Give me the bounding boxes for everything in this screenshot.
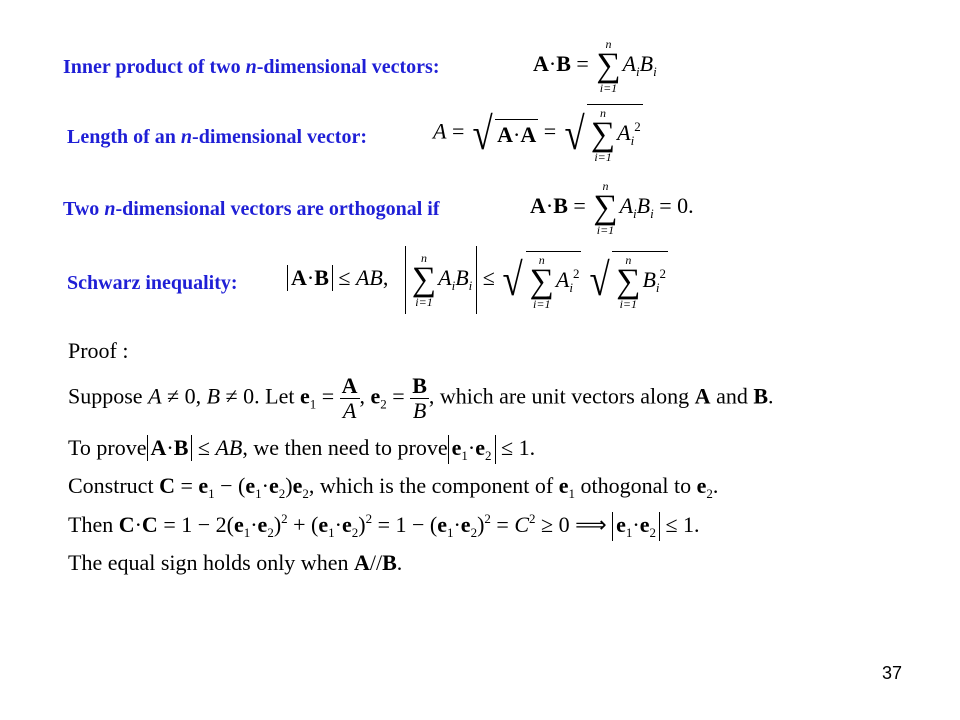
orthogonal-heading: Two n-dimensional vectors are orthogonal if (63, 198, 440, 220)
orthogonal-formula: A·B = n ∑ i=1 $A_iB_i = 0$. (530, 179, 694, 237)
proof-line-3: Construct $C = e_1 - (e_1\cdot e_2)e_2$, which is the component of $e_1$ othogonal to $e_2$. (68, 473, 719, 501)
proof-line-5: The equal sign holds only when A//B. (68, 550, 403, 575)
proof-line-4: Then $C\cdot C = 1 - 2(e_1\cdot e_2)^2 + (e_1\cdot e_2)^2 = 1 - (e_1\cdot e_2)^2 = C^2 \ge 0$ ⟹ $e_1\cdot e_2 \le 1$. (68, 511, 700, 540)
inner-product-formula: A·B = n ∑ i=1 $A_iB_i$ (533, 37, 657, 95)
page-number: 37 (881, 663, 902, 683)
proof-line-1: Suppose A ≠ 0, B ≠ 0. Let $e_1$ = $\frac{A}{A}$ , $e_2$ = $\frac{B}{B}$ , which are unit vectors along A and B. (68, 373, 774, 423)
proof-title: Proof : (68, 338, 129, 363)
schwarz-formula: A·B ≤ AB, n ∑ i=1 $A_iB_i$ ≤ √ n ∑ i=1 $A_i^2$ √ n ∑ i=1 $B_i^2$ (287, 246, 668, 314)
proof-line-2: To prove A·B ≤ AB, we then need to prove $e_1\cdot e_2 \le 1$. (68, 435, 536, 463)
inner-product-heading: Inner product of two n-dimensional vectors: (63, 56, 440, 78)
length-heading: Length of an n-dimensional vector: (67, 126, 368, 148)
schwarz-heading: Schwarz inequality: (67, 272, 238, 294)
length-formula: A = √ A·A = √ n ∑ i=1 $A_i^2$ (433, 106, 641, 164)
